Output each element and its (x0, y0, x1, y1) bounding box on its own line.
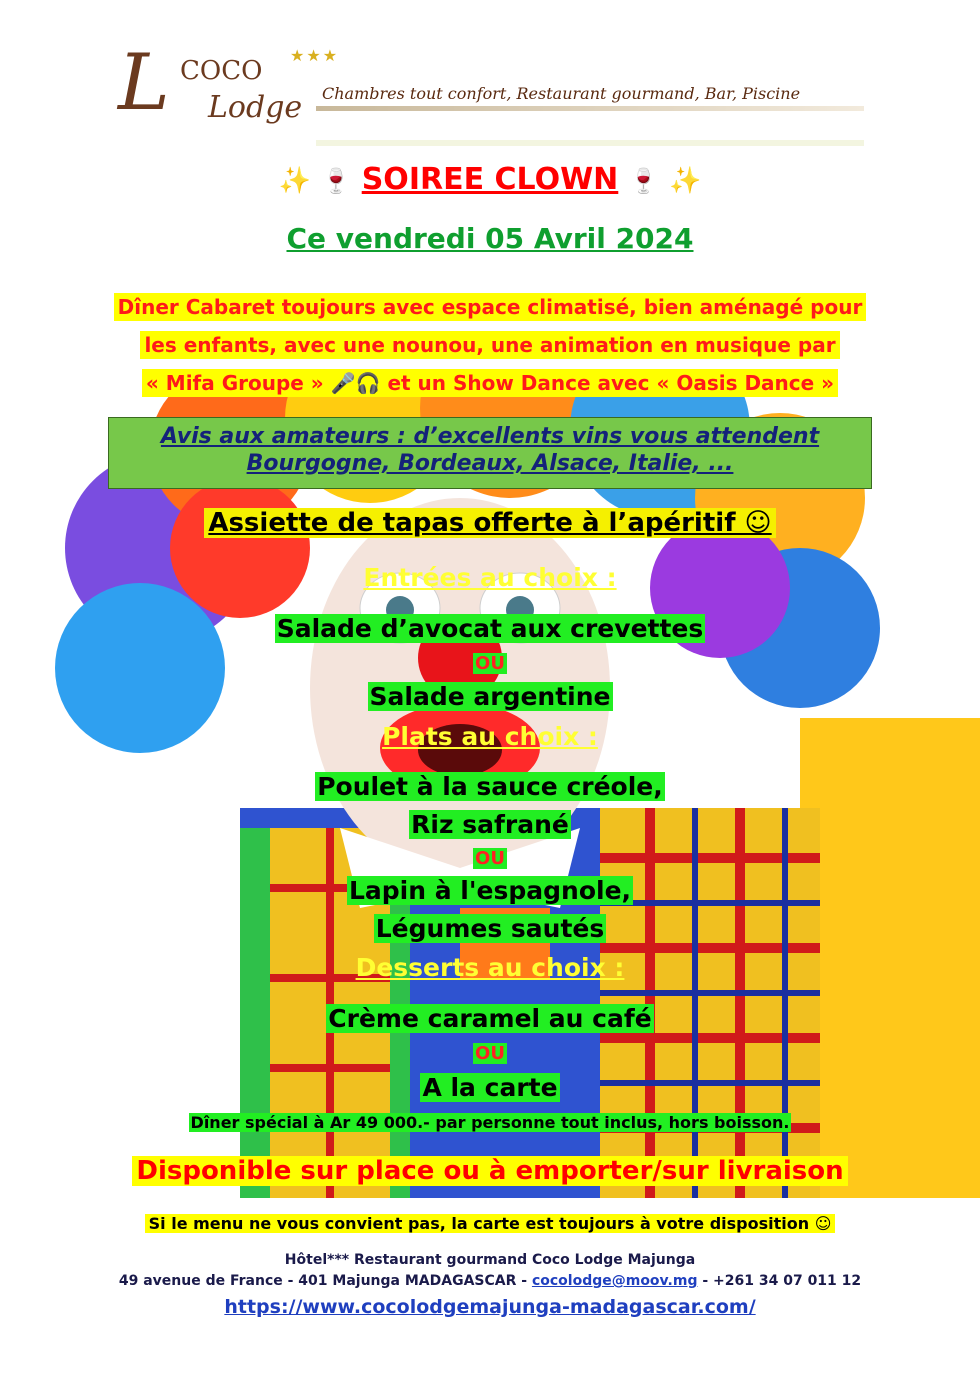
entrees-title: Entrées au choix : (363, 563, 617, 592)
tagline: Chambres tout confort, Restaurant gourmand, Bar, Piscine (322, 84, 801, 103)
ou-separator: OU (475, 1043, 505, 1064)
description-line: « Mifa Groupe » 🎤🎧 et un Show Dance avec « Oasis Dance » (142, 369, 838, 397)
footer-website-row (0, 1296, 980, 1318)
footer-phone: - +261 34 07 011 12 (697, 1273, 862, 1289)
wine-glass-icon: 🍷 (628, 167, 659, 195)
description-line: les enfants, avec une nounou, une animation en musique par (140, 331, 839, 359)
event-title-row (0, 162, 980, 197)
description-line: Dîner Cabaret toujours avec espace climatisé, bien aménagé pour (114, 293, 867, 321)
wine-glass-icon: 🍷 (321, 167, 352, 195)
logo-text-bottom: Lodge (208, 90, 303, 125)
event-date: Ce vendredi 05 Avril 2024 (286, 222, 694, 255)
dessert-1: Crème caramel au café (328, 1004, 652, 1033)
plats-title: Plats au choix : (382, 722, 598, 751)
logo (118, 38, 340, 133)
event-description (0, 288, 980, 402)
event-title: SOIREE CLOWN (361, 162, 619, 197)
entree-2: Salade argentine (369, 682, 611, 711)
sparkles-icon: ✨ (669, 166, 702, 196)
footer-line-2 (0, 1273, 980, 1289)
sparkles-icon: ✨ (278, 166, 311, 196)
plat-1b: Riz safrané (411, 810, 569, 839)
availability: Disponible sur place ou à emporter/sur livraison (132, 1156, 847, 1186)
plat-2b: Légumes sautés (375, 914, 605, 943)
wine-line-1: Avis aux amateurs : d’excellents vins vous attendent (160, 424, 820, 449)
wine-line-2: Bourgogne, Bordeaux, Alsace, Italie, ... (246, 451, 734, 476)
price-line: Dîner spécial à Ar 49 000.- par personne tout inclus, hors boisson. (190, 1113, 790, 1132)
stars-icon: ★★★ (290, 46, 340, 65)
logo-initial: L (118, 38, 170, 128)
wine-box (108, 417, 872, 489)
desserts-title: Desserts au choix : (355, 953, 625, 982)
tapas-offer: Assiette de tapas offerte à l’apéritif ☺ (204, 508, 775, 538)
email-link[interactable]: cocolodge@moov.mg (531, 1273, 698, 1289)
plat-1a: Poulet à la sauce créole, (317, 772, 663, 801)
footer-address: 49 avenue de France - 401 Majunga MADAGASCAR - (118, 1273, 532, 1289)
website-link[interactable]: https://www.cocolodgemajunga-madagascar.com/ (224, 1296, 756, 1318)
availability-row (0, 1156, 980, 1186)
menu-note: Si le menu ne vous convient pas, la carte est toujours à votre disposition ☺ (145, 1214, 836, 1233)
header-rule-2 (316, 140, 864, 146)
footer-line-1: Hôtel*** Restaurant gourmand Coco Lodge Majunga (284, 1252, 696, 1268)
note-row (0, 1214, 980, 1233)
tapas-row (0, 508, 980, 538)
logo-text-top: COCO (180, 56, 263, 86)
dessert-2: A la carte (422, 1073, 558, 1102)
plat-2a: Lapin à l'espagnole, (348, 876, 632, 905)
entree-1: Salade d’avocat aux crevettes (276, 614, 704, 643)
ou-separator: OU (475, 653, 505, 674)
ou-separator: OU (475, 848, 505, 869)
header-rule (316, 106, 864, 111)
